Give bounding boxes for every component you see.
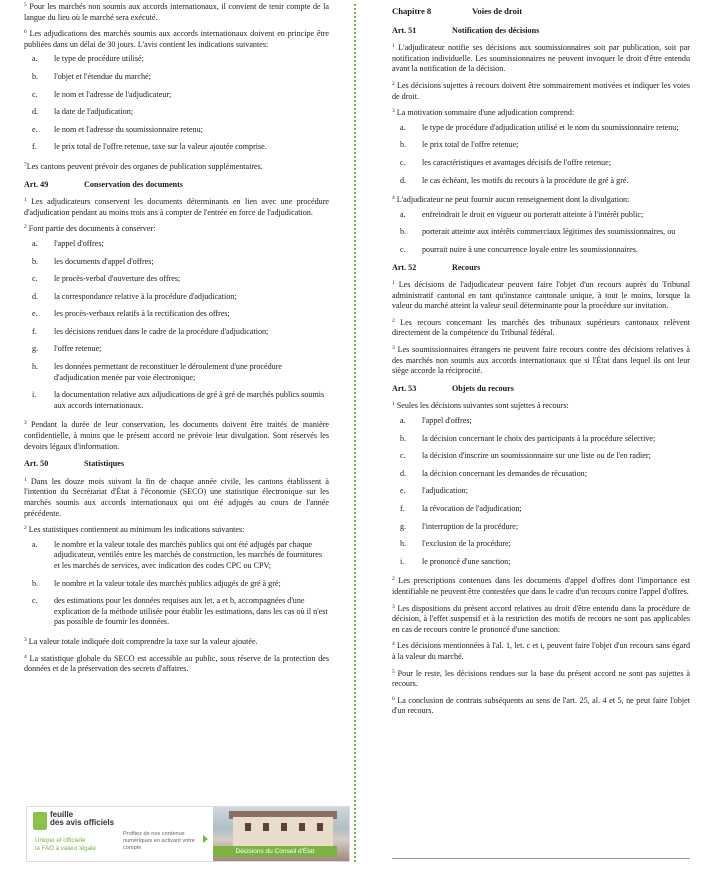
paragraph: $^5$ Pour le reste, les décisions rendues sur la base du présent accord ne sont pas sujettes à recours.	[392, 668, 690, 689]
list-marker: b.	[400, 433, 407, 443]
window-shape	[245, 823, 251, 831]
arrow-right-icon	[203, 835, 208, 843]
list-item-text: le nombre et la valeur totale des marchés publics qui ont été adjugés par chaque adjudicateur, ventilés entre les marchés de construction, les marchés de fournitures et les marchés de services, avec indication des codes CPC ou CPV;	[54, 539, 323, 570]
list-marker: b.	[400, 227, 407, 237]
paragraph: $^1$ L'adjudicateur notifie ses décisions aux soumissionnaires soit par publication, soit par notification individuelle. Les soumissionnaires ne peuvent invoquer le droit d'être entendu avant la notification de la décision.	[392, 43, 690, 74]
list-marker: f.	[32, 326, 37, 336]
list-marker: i.	[400, 556, 405, 566]
list-marker: a.	[32, 54, 38, 64]
list-item	[392, 123, 690, 134]
list-item	[24, 54, 329, 65]
right-column	[392, 2, 690, 721]
paragraph: $^6$ Les adjudications des marchés soumis aux accords internationaux doivent en principe être publiées dans un délai de 30 jours. L'avis contient les indications suivantes:	[24, 29, 329, 49]
list-marker: e.	[400, 486, 406, 496]
list-item	[24, 274, 329, 285]
list-item	[24, 327, 329, 338]
list-item-text: la révocation de l'adjudication;	[422, 504, 522, 513]
paragraph: $^2$ Font partie des documents à conserver:	[24, 224, 156, 234]
list-marker: d.	[400, 468, 407, 478]
list-item	[24, 142, 329, 153]
list-marker: b.	[32, 578, 39, 588]
list-item-text: le prix total de l'offre retenue, taxe sur la valeur ajoutée comprise.	[54, 142, 267, 152]
list	[392, 123, 690, 186]
list-marker: e.	[32, 124, 38, 134]
paragraph: $^2$ Les recours concernant les marchés des tribunaux supérieurs cantonaux relèvent directement de la compétence du Tribunal fédéral.	[392, 317, 690, 338]
list-item-text: le prononcé d'une sanction;	[422, 556, 511, 566]
list-item	[24, 596, 329, 628]
list-item	[24, 107, 329, 118]
list-marker: a.	[32, 539, 38, 549]
list-item	[392, 416, 690, 427]
list-item-text: les caractéristiques et avantages décisifs de l'offre retenue;	[422, 157, 611, 167]
list-item-text: la correspondance relative à la procédure d'adjudication;	[54, 291, 237, 301]
list-marker: c.	[400, 451, 406, 461]
list-marker: b.	[32, 256, 39, 266]
window-shape	[299, 823, 305, 831]
paragraph: $^5$ Pour les marchés non soumis aux accords internationaux, il convient de tenir compte de la langue du lieu où le marché sera exécuté.	[24, 2, 329, 22]
list-item-text: enfreindrait le droit en vigueur ou porterait atteinte à l'intérêt public;	[422, 209, 644, 219]
article-heading: Art. 53 Objets du recours	[392, 383, 514, 393]
paragraph: $^1$ Dans les douze mois suivant la fin de chaque année civile, les cantons établissent à l'intention du Secrétariat d'État à l'économie (SECO) une statistique électronique sur les marchés soumis aux accords internationaux qui ont été adjugés au cours de l'année précédente.	[24, 476, 329, 518]
list-item-text: l'appel d'offres;	[422, 416, 472, 426]
list-item-text: l'appel d'offres;	[54, 238, 104, 248]
list-item	[24, 540, 329, 572]
paragraph: $^1$ Seules les décisions suivantes sont sujettes à recours:	[392, 401, 569, 411]
paragraph: $^3$ La motivation sommaire d'une adjudication comprend:	[392, 108, 575, 118]
list-item	[392, 176, 690, 187]
list-item	[24, 309, 329, 320]
window-shape	[281, 823, 287, 831]
list-marker: d.	[32, 291, 39, 301]
list-item	[24, 125, 329, 136]
list-marker: a.	[400, 416, 406, 426]
list-marker: d.	[400, 175, 407, 185]
list-marker: a.	[400, 122, 406, 132]
chapter-heading: Chapitre 8 Voies de droit	[392, 6, 523, 16]
paragraph: $^3$ Les soumissionnaires étrangers ne peuvent faire recours contre des décisions relatives à des marchés non soumis aux accords internationaux que si l'État dans lequel ils ont leur siège accorde la réciprocité.	[392, 345, 690, 376]
list-item	[392, 210, 690, 221]
list-marker: c.	[32, 89, 38, 99]
list-item	[392, 469, 690, 480]
list-marker: c.	[32, 596, 38, 606]
list-item-text: les décisions rendues dans le cadre de la procédure d'adjudication;	[54, 326, 269, 336]
list-marker: h.	[400, 539, 407, 549]
column-divider	[354, 4, 356, 862]
list-item	[392, 227, 690, 238]
list-marker: b.	[32, 71, 39, 81]
paragraph: $^6$ La conclusion de contrats subséquents au sens de l'art. 25, al. 4 et 5, ne peut faire l'objet d'un recours.	[392, 695, 690, 716]
list-item-text: le nom et l'adresse du soumissionnaire retenu;	[54, 124, 203, 134]
list-item	[24, 292, 329, 303]
article-heading: Art. 50 Statistiques	[24, 459, 125, 469]
list-marker: a.	[32, 238, 38, 248]
paragraph: $^1$ Les adjudicateurs conservent les documents déterminants en lien avec une procédure d'adjudication pendant au moins trois ans à compter de l'entrée en force de l'adjudication.	[24, 197, 329, 217]
fao-advertisement-banner[interactable]	[26, 806, 350, 862]
building-photo	[213, 807, 349, 861]
list-item	[24, 362, 329, 383]
photo-caption: Décisions du Conseil d'État	[213, 846, 337, 857]
banner-tagline: Unique et officielle la FAO à valeur légale	[35, 837, 96, 852]
list-item	[24, 257, 329, 268]
list-item	[24, 579, 329, 590]
list-item	[24, 390, 329, 411]
paragraph: $^4$ L'adjudicateur ne peut fournir aucun renseignement dont la divulgation:	[392, 195, 630, 205]
list	[392, 416, 690, 567]
list-item	[392, 504, 690, 515]
list-item-text: les documents d'appel d'offres;	[54, 256, 154, 266]
list-item-text: la documentation relative aux adjudications de gré à gré de marchés publics soumis aux accords internationaux.	[54, 390, 325, 410]
list	[392, 210, 690, 256]
list-marker: g.	[400, 521, 407, 531]
paragraph: $^3$ La valeur totale indiquée doit comprendre la taxe sur la valeur ajoutée.	[24, 636, 258, 646]
paragraph: $^4$ Les décisions mentionnées à l'al. 1, let. c et i, peuvent faire l'objet d'un recours sans égard à la valeur du marché.	[392, 641, 691, 661]
paragraph: $^2$ Les décisions sujettes à recours doivent être sommairement motivées et indiquer les voies de droit.	[392, 80, 690, 101]
list-item	[24, 239, 329, 250]
article-heading: Art. 52 Recours	[392, 262, 481, 272]
list-marker: c.	[400, 157, 406, 167]
fao-logo-text: feuille des avis officiels	[50, 810, 115, 827]
list-item-text: le procès-verbal d'ouverture des offres;	[54, 274, 181, 284]
list-item	[392, 522, 690, 533]
paragraph: $^4$ La statistique globale du SECO est accessible au public, sous réserve de la protection des données et de la préservation des secrets d'affaires.	[24, 653, 330, 674]
list-item-text: l'offre retenue;	[54, 344, 102, 354]
left-column	[24, 0, 329, 679]
paragraph: $^2$ Les statistiques contiennent au minimum les indications suivantes:	[24, 525, 245, 535]
article-heading: Art. 49 Conservation des documents	[24, 179, 183, 189]
list-item-text: la décision d'inscrire un soumissionnaire sur une liste ou de l'en radier;	[422, 451, 651, 461]
list-marker: f.	[32, 142, 37, 152]
list-item	[392, 434, 690, 445]
list-marker: c.	[32, 274, 38, 284]
list-item	[392, 486, 690, 497]
list-marker: d.	[32, 107, 39, 117]
list-item-text: la date de l'adjudication;	[54, 107, 133, 117]
article-heading: Art. 51 Notification des décisions	[392, 25, 540, 35]
list-item	[392, 140, 690, 151]
window-shape	[317, 823, 323, 831]
list-item-text: le cas échéant, les motifs du recours à la procédure de gré à gré.	[422, 175, 629, 185]
list-item-text: la décision concernant le choix des participants à la procédure sélective;	[422, 433, 656, 443]
list-item-text: les procès-verbaux relatifs à la rectification des offres;	[54, 309, 230, 319]
paragraph: $^1$ Les décisions de l'adjudicateur peuvent faire l'objet d'un recours auprès du Tribunal administratif cantonal en tant qu'instance cantonale unique, à tout le moins, lorsque la valeur du marché atteint la valeur seuil déterminante pour la procédure sur invitation.	[392, 280, 690, 311]
list-item-text: la décision concernant les demandes de récusation;	[422, 468, 587, 478]
list-marker: i.	[32, 390, 37, 400]
list-item-text: le type de procédure d'adjudication utilisé et le nom du soumissionnaire retenu;	[422, 122, 679, 132]
paragraph: $^7$Les cantons peuvent prévoir des organes de publication supplémentaires.	[24, 161, 263, 171]
list-marker: c.	[400, 244, 406, 254]
list-item-text: le nom et l'adresse de l'adjudicateur;	[54, 89, 172, 99]
list-marker: h.	[32, 362, 39, 372]
list-item-text: le prix total de l'offre retenue;	[422, 140, 519, 150]
window-shape	[263, 823, 269, 831]
fao-logo-icon	[33, 812, 47, 830]
list-marker: a.	[400, 209, 406, 219]
list-item	[392, 557, 690, 568]
list-item	[392, 245, 690, 256]
list-marker: e.	[32, 309, 38, 319]
list-marker: f.	[400, 504, 405, 513]
list-item	[24, 72, 329, 83]
list-item-text: l'objet et l'étendue du marché;	[54, 71, 151, 81]
list	[24, 540, 329, 628]
list-item	[392, 451, 690, 462]
list-item	[392, 539, 690, 550]
list-item	[24, 344, 329, 355]
list-item-text: des estimations pour les données requises aux let. a et b, accompagnées d'une explication de la méthode utilisée pour établir les estimations, dans les cas où il n'est pas possible de fournir les données.	[54, 596, 328, 627]
list	[24, 54, 329, 153]
list-marker: g.	[32, 344, 39, 354]
list-item-text: l'interruption de la procédure;	[422, 521, 519, 531]
list-item-text: le nombre et la valeur totale des marchés publics adjugés de gré à gré;	[54, 578, 281, 588]
list-item-text: les données permettant de reconstituer le déroulement d'une procédure d'adjudication menée par voie électronique;	[54, 362, 282, 382]
paragraph: $^2$ Les prescriptions contenues dans les documents d'appel d'offres dont l'importance est identifiable ne peuvent être contestées que dans le cadre d'un recours contre l'appel d'offres.	[392, 576, 691, 596]
list-item	[392, 158, 690, 169]
list-item-text: le type de procédure utilisé;	[54, 54, 144, 64]
list-item-text: pourrait nuire à une concurrence loyale entre les soumissionnaires.	[422, 244, 638, 254]
paragraph: $^3$ Les dispositions du présent accord relatives au droit d'être entendu dans la procédure de décision, à l'effet suspensif et à la restriction des motifs de recours ne sont pas applicables en cas de recours contre le prononcé d'une sanction.	[392, 603, 690, 634]
list-item-text: porterait atteinte aux intérêts commerciaux légitimes des soumissionnaires, ou	[422, 227, 676, 237]
list-marker: b.	[400, 140, 407, 150]
banner-promo-text: Profitez de nos contenus numériques en activant votre compte	[123, 831, 195, 851]
list-item	[24, 90, 329, 101]
list-item-text: l'exclusion de la procédure;	[422, 539, 511, 549]
paragraph: $^3$ Pendant la durée de leur conservation, les documents doivent être traités de manière confidentielle, à moins que le présent accord ne prévoie leur divulgation. Sont réservés les devoirs légaux d'information.	[24, 420, 329, 451]
list-item-text: l'adjudication;	[422, 486, 468, 496]
list	[24, 239, 329, 412]
footer-rule	[392, 858, 690, 859]
